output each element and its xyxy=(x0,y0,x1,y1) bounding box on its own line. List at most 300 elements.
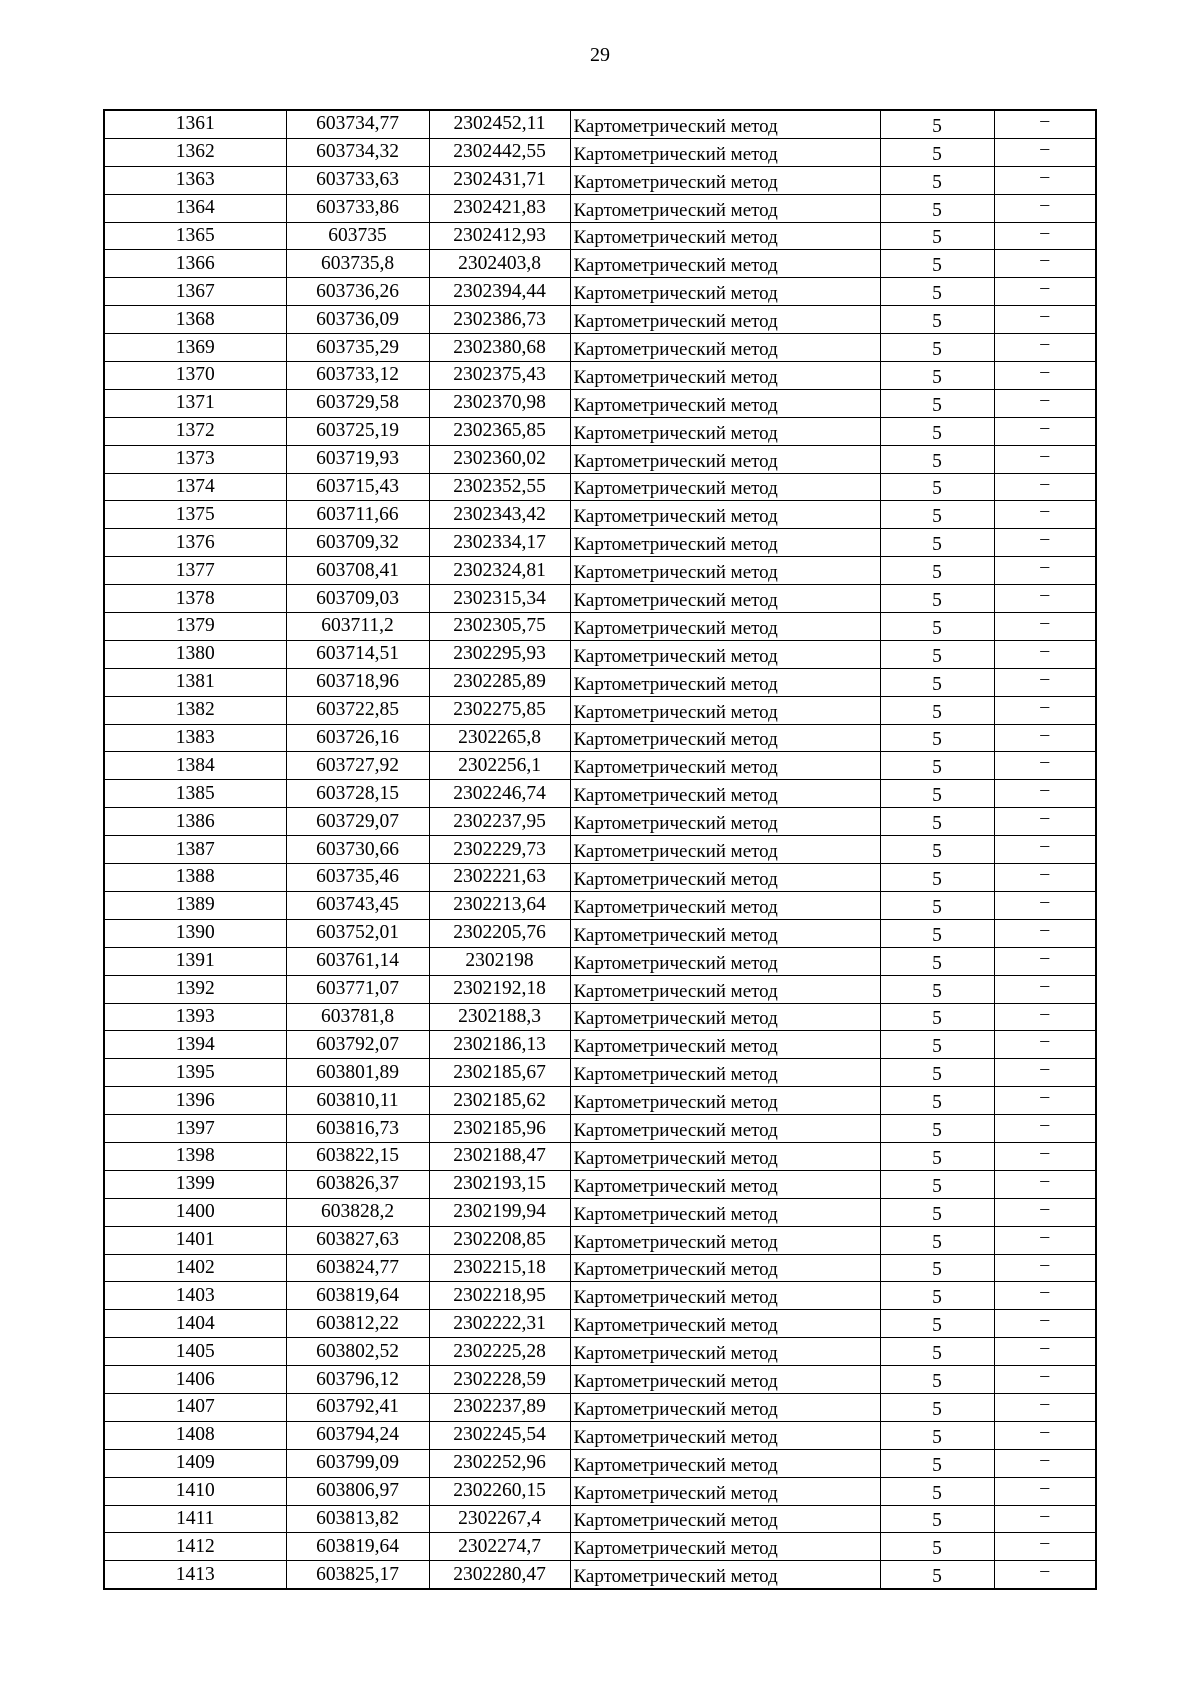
accuracy-cell: 5 xyxy=(880,306,994,334)
point-number-cell: 1374 xyxy=(104,473,286,501)
method-cell: Картометрический метод xyxy=(570,947,880,975)
table-row xyxy=(104,110,1096,138)
note-cell: – xyxy=(994,445,1096,473)
point-number-cell: 1370 xyxy=(104,362,286,390)
point-number-cell: 1379 xyxy=(104,613,286,641)
x-coordinate-cell: 603735,29 xyxy=(286,334,429,362)
note-cell: – xyxy=(994,1421,1096,1449)
method-cell: Картометрический метод xyxy=(570,780,880,808)
table-row xyxy=(104,1142,1096,1170)
note-cell: – xyxy=(994,306,1096,334)
table-row xyxy=(104,724,1096,752)
method-cell: Картометрический метод xyxy=(570,222,880,250)
note-cell: – xyxy=(994,1003,1096,1031)
point-number-cell: 1409 xyxy=(104,1449,286,1477)
accuracy-cell: 5 xyxy=(880,1087,994,1115)
note-cell: – xyxy=(994,947,1096,975)
point-number-cell: 1368 xyxy=(104,306,286,334)
accuracy-cell: 5 xyxy=(880,138,994,166)
method-cell: Картометрический метод xyxy=(570,1533,880,1561)
table-row xyxy=(104,278,1096,306)
x-coordinate-cell: 603711,66 xyxy=(286,501,429,529)
table-row xyxy=(104,1505,1096,1533)
table-row xyxy=(104,1393,1096,1421)
note-cell: – xyxy=(994,278,1096,306)
x-coordinate-cell: 603718,96 xyxy=(286,668,429,696)
x-coordinate-cell: 603729,07 xyxy=(286,808,429,836)
y-coordinate-cell: 2302280,47 xyxy=(429,1561,570,1589)
note-cell: – xyxy=(994,362,1096,390)
y-coordinate-cell: 2302421,83 xyxy=(429,194,570,222)
accuracy-cell: 5 xyxy=(880,780,994,808)
note-cell: – xyxy=(994,1031,1096,1059)
note-cell: – xyxy=(994,780,1096,808)
x-coordinate-cell: 603734,32 xyxy=(286,138,429,166)
point-number-cell: 1407 xyxy=(104,1393,286,1421)
table-row xyxy=(104,473,1096,501)
table-row xyxy=(104,250,1096,278)
method-cell: Картометрический метод xyxy=(570,724,880,752)
x-coordinate-cell: 603806,97 xyxy=(286,1477,429,1505)
table-row xyxy=(104,1059,1096,1087)
table-row xyxy=(104,919,1096,947)
table-row xyxy=(104,1421,1096,1449)
note-cell: – xyxy=(994,1393,1096,1421)
point-number-cell: 1376 xyxy=(104,529,286,557)
y-coordinate-cell: 2302213,64 xyxy=(429,891,570,919)
method-cell: Картометрический метод xyxy=(570,194,880,222)
table-row xyxy=(104,668,1096,696)
accuracy-cell: 5 xyxy=(880,1421,994,1449)
table-row xyxy=(104,780,1096,808)
x-coordinate-cell: 603735,8 xyxy=(286,250,429,278)
point-number-cell: 1373 xyxy=(104,445,286,473)
x-coordinate-cell: 603802,52 xyxy=(286,1338,429,1366)
note-cell: – xyxy=(994,250,1096,278)
page-number: 29 xyxy=(590,44,610,66)
note-cell: – xyxy=(994,529,1096,557)
method-cell: Картометрический метод xyxy=(570,696,880,724)
x-coordinate-cell: 603715,43 xyxy=(286,473,429,501)
accuracy-cell: 5 xyxy=(880,613,994,641)
note-cell: – xyxy=(994,1366,1096,1394)
x-coordinate-cell: 603733,63 xyxy=(286,166,429,194)
y-coordinate-cell: 2302245,54 xyxy=(429,1421,570,1449)
table-row xyxy=(104,864,1096,892)
table-row xyxy=(104,1087,1096,1115)
point-number-cell: 1404 xyxy=(104,1310,286,1338)
x-coordinate-cell: 603801,89 xyxy=(286,1059,429,1087)
y-coordinate-cell: 2302305,75 xyxy=(429,613,570,641)
accuracy-cell: 5 xyxy=(880,836,994,864)
y-coordinate-cell: 2302198 xyxy=(429,947,570,975)
y-coordinate-cell: 2302188,3 xyxy=(429,1003,570,1031)
x-coordinate-cell: 603726,16 xyxy=(286,724,429,752)
x-coordinate-cell: 603819,64 xyxy=(286,1282,429,1310)
x-coordinate-cell: 603816,73 xyxy=(286,1115,429,1143)
method-cell: Картометрический метод xyxy=(570,278,880,306)
method-cell: Картометрический метод xyxy=(570,640,880,668)
x-coordinate-cell: 603827,63 xyxy=(286,1226,429,1254)
accuracy-cell: 5 xyxy=(880,891,994,919)
table-row xyxy=(104,194,1096,222)
y-coordinate-cell: 2302267,4 xyxy=(429,1505,570,1533)
y-coordinate-cell: 2302218,95 xyxy=(429,1282,570,1310)
x-coordinate-cell: 603734,77 xyxy=(286,110,429,138)
method-cell: Картометрический метод xyxy=(570,864,880,892)
point-number-cell: 1406 xyxy=(104,1366,286,1394)
point-number-cell: 1372 xyxy=(104,417,286,445)
accuracy-cell: 5 xyxy=(880,445,994,473)
x-coordinate-cell: 603828,2 xyxy=(286,1198,429,1226)
point-number-cell: 1385 xyxy=(104,780,286,808)
note-cell: – xyxy=(994,919,1096,947)
accuracy-cell: 5 xyxy=(880,1561,994,1589)
x-coordinate-cell: 603824,77 xyxy=(286,1254,429,1282)
accuracy-cell: 5 xyxy=(880,417,994,445)
accuracy-cell: 5 xyxy=(880,1366,994,1394)
accuracy-cell: 5 xyxy=(880,1226,994,1254)
method-cell: Картометрический метод xyxy=(570,1393,880,1421)
point-number-cell: 1401 xyxy=(104,1226,286,1254)
point-number-cell: 1367 xyxy=(104,278,286,306)
point-number-cell: 1399 xyxy=(104,1170,286,1198)
method-cell: Картометрический метод xyxy=(570,362,880,390)
accuracy-cell: 5 xyxy=(880,1477,994,1505)
y-coordinate-cell: 2302215,18 xyxy=(429,1254,570,1282)
accuracy-cell: 5 xyxy=(880,1059,994,1087)
point-number-cell: 1397 xyxy=(104,1115,286,1143)
method-cell: Картометрический метод xyxy=(570,1059,880,1087)
note-cell: – xyxy=(994,1254,1096,1282)
accuracy-cell: 5 xyxy=(880,250,994,278)
table-row xyxy=(104,947,1096,975)
accuracy-cell: 5 xyxy=(880,947,994,975)
accuracy-cell: 5 xyxy=(880,919,994,947)
point-number-cell: 1365 xyxy=(104,222,286,250)
note-cell: – xyxy=(994,1226,1096,1254)
method-cell: Картометрический метод xyxy=(570,445,880,473)
y-coordinate-cell: 2302228,59 xyxy=(429,1366,570,1394)
table-row xyxy=(104,1198,1096,1226)
point-number-cell: 1369 xyxy=(104,334,286,362)
method-cell: Картометрический метод xyxy=(570,668,880,696)
accuracy-cell: 5 xyxy=(880,1533,994,1561)
x-coordinate-cell: 603725,19 xyxy=(286,417,429,445)
y-coordinate-cell: 2302452,11 xyxy=(429,110,570,138)
accuracy-cell: 5 xyxy=(880,808,994,836)
coordinates-table-body xyxy=(104,110,1096,1589)
y-coordinate-cell: 2302229,73 xyxy=(429,836,570,864)
note-cell: – xyxy=(994,1170,1096,1198)
y-coordinate-cell: 2302205,76 xyxy=(429,919,570,947)
note-cell: – xyxy=(994,1142,1096,1170)
method-cell: Картометрический метод xyxy=(570,557,880,585)
point-number-cell: 1361 xyxy=(104,110,286,138)
x-coordinate-cell: 603819,64 xyxy=(286,1533,429,1561)
table-row xyxy=(104,613,1096,641)
accuracy-cell: 5 xyxy=(880,1254,994,1282)
method-cell: Картометрический метод xyxy=(570,836,880,864)
note-cell: – xyxy=(994,1282,1096,1310)
point-number-cell: 1380 xyxy=(104,640,286,668)
x-coordinate-cell: 603709,03 xyxy=(286,585,429,613)
y-coordinate-cell: 2302193,15 xyxy=(429,1170,570,1198)
accuracy-cell: 5 xyxy=(880,1198,994,1226)
method-cell: Картометрический метод xyxy=(570,1087,880,1115)
accuracy-cell: 5 xyxy=(880,362,994,390)
accuracy-cell: 5 xyxy=(880,278,994,306)
x-coordinate-cell: 603825,17 xyxy=(286,1561,429,1589)
y-coordinate-cell: 2302256,1 xyxy=(429,752,570,780)
method-cell: Картометрический метод xyxy=(570,1338,880,1366)
accuracy-cell: 5 xyxy=(880,389,994,417)
method-cell: Картометрический метод xyxy=(570,585,880,613)
point-number-cell: 1398 xyxy=(104,1142,286,1170)
point-number-cell: 1394 xyxy=(104,1031,286,1059)
accuracy-cell: 5 xyxy=(880,1003,994,1031)
y-coordinate-cell: 2302188,47 xyxy=(429,1142,570,1170)
method-cell: Картометрический метод xyxy=(570,501,880,529)
method-cell: Картометрический метод xyxy=(570,1254,880,1282)
point-number-cell: 1389 xyxy=(104,891,286,919)
y-coordinate-cell: 2302225,28 xyxy=(429,1338,570,1366)
table-row xyxy=(104,1170,1096,1198)
x-coordinate-cell: 603722,85 xyxy=(286,696,429,724)
accuracy-cell: 5 xyxy=(880,501,994,529)
x-coordinate-cell: 603709,32 xyxy=(286,529,429,557)
table-row xyxy=(104,585,1096,613)
x-coordinate-cell: 603714,51 xyxy=(286,640,429,668)
x-coordinate-cell: 603735,46 xyxy=(286,864,429,892)
y-coordinate-cell: 2302412,93 xyxy=(429,222,570,250)
method-cell: Картометрический метод xyxy=(570,1031,880,1059)
table-row xyxy=(104,1254,1096,1282)
note-cell: – xyxy=(994,1059,1096,1087)
point-number-cell: 1412 xyxy=(104,1533,286,1561)
table-row xyxy=(104,1366,1096,1394)
table-row xyxy=(104,445,1096,473)
accuracy-cell: 5 xyxy=(880,585,994,613)
x-coordinate-cell: 603730,66 xyxy=(286,836,429,864)
accuracy-cell: 5 xyxy=(880,724,994,752)
method-cell: Картометрический метод xyxy=(570,334,880,362)
note-cell: – xyxy=(994,222,1096,250)
x-coordinate-cell: 603799,09 xyxy=(286,1449,429,1477)
y-coordinate-cell: 2302365,85 xyxy=(429,417,570,445)
table-row xyxy=(104,1282,1096,1310)
y-coordinate-cell: 2302237,95 xyxy=(429,808,570,836)
note-cell: – xyxy=(994,110,1096,138)
table-row xyxy=(104,1310,1096,1338)
x-coordinate-cell: 603813,82 xyxy=(286,1505,429,1533)
method-cell: Картометрический метод xyxy=(570,1505,880,1533)
table-row xyxy=(104,1561,1096,1589)
point-number-cell: 1388 xyxy=(104,864,286,892)
x-coordinate-cell: 603728,15 xyxy=(286,780,429,808)
point-number-cell: 1371 xyxy=(104,389,286,417)
y-coordinate-cell: 2302274,7 xyxy=(429,1533,570,1561)
point-number-cell: 1400 xyxy=(104,1198,286,1226)
note-cell: – xyxy=(994,138,1096,166)
note-cell: – xyxy=(994,724,1096,752)
accuracy-cell: 5 xyxy=(880,1170,994,1198)
table-row xyxy=(104,1477,1096,1505)
x-coordinate-cell: 603719,93 xyxy=(286,445,429,473)
x-coordinate-cell: 603736,09 xyxy=(286,306,429,334)
accuracy-cell: 5 xyxy=(880,640,994,668)
method-cell: Картометрический метод xyxy=(570,1449,880,1477)
table-row xyxy=(104,1533,1096,1561)
point-number-cell: 1396 xyxy=(104,1087,286,1115)
method-cell: Картометрический метод xyxy=(570,1477,880,1505)
x-coordinate-cell: 603752,01 xyxy=(286,919,429,947)
table-row xyxy=(104,1115,1096,1143)
point-number-cell: 1363 xyxy=(104,166,286,194)
x-coordinate-cell: 603812,22 xyxy=(286,1310,429,1338)
y-coordinate-cell: 2302237,89 xyxy=(429,1393,570,1421)
method-cell: Картометрический метод xyxy=(570,389,880,417)
y-coordinate-cell: 2302334,17 xyxy=(429,529,570,557)
method-cell: Картометрический метод xyxy=(570,975,880,1003)
note-cell: – xyxy=(994,891,1096,919)
accuracy-cell: 5 xyxy=(880,864,994,892)
y-coordinate-cell: 2302260,15 xyxy=(429,1477,570,1505)
method-cell: Картометрический метод xyxy=(570,1226,880,1254)
x-coordinate-cell: 603822,15 xyxy=(286,1142,429,1170)
point-number-cell: 1405 xyxy=(104,1338,286,1366)
note-cell: – xyxy=(994,166,1096,194)
y-coordinate-cell: 2302442,55 xyxy=(429,138,570,166)
method-cell: Картометрический метод xyxy=(570,808,880,836)
table-row xyxy=(104,417,1096,445)
accuracy-cell: 5 xyxy=(880,1310,994,1338)
point-number-cell: 1410 xyxy=(104,1477,286,1505)
note-cell: – xyxy=(994,585,1096,613)
y-coordinate-cell: 2302185,62 xyxy=(429,1087,570,1115)
table-row xyxy=(104,362,1096,390)
note-cell: – xyxy=(994,334,1096,362)
y-coordinate-cell: 2302252,96 xyxy=(429,1449,570,1477)
point-number-cell: 1391 xyxy=(104,947,286,975)
table-row xyxy=(104,891,1096,919)
y-coordinate-cell: 2302265,8 xyxy=(429,724,570,752)
y-coordinate-cell: 2302185,67 xyxy=(429,1059,570,1087)
point-number-cell: 1403 xyxy=(104,1282,286,1310)
point-number-cell: 1392 xyxy=(104,975,286,1003)
method-cell: Картометрический метод xyxy=(570,1198,880,1226)
y-coordinate-cell: 2302375,43 xyxy=(429,362,570,390)
method-cell: Картометрический метод xyxy=(570,1115,880,1143)
table-row xyxy=(104,306,1096,334)
table-row xyxy=(104,222,1096,250)
accuracy-cell: 5 xyxy=(880,1505,994,1533)
method-cell: Картометрический метод xyxy=(570,529,880,557)
y-coordinate-cell: 2302222,31 xyxy=(429,1310,570,1338)
note-cell: – xyxy=(994,389,1096,417)
point-number-cell: 1390 xyxy=(104,919,286,947)
note-cell: – xyxy=(994,557,1096,585)
y-coordinate-cell: 2302370,98 xyxy=(429,389,570,417)
table-row xyxy=(104,138,1096,166)
table-row xyxy=(104,557,1096,585)
note-cell: – xyxy=(994,864,1096,892)
accuracy-cell: 5 xyxy=(880,473,994,501)
x-coordinate-cell: 603743,45 xyxy=(286,891,429,919)
method-cell: Картометрический метод xyxy=(570,1366,880,1394)
accuracy-cell: 5 xyxy=(880,110,994,138)
accuracy-cell: 5 xyxy=(880,1142,994,1170)
table-row xyxy=(104,166,1096,194)
point-number-cell: 1384 xyxy=(104,752,286,780)
method-cell: Картометрический метод xyxy=(570,138,880,166)
note-cell: – xyxy=(994,417,1096,445)
method-cell: Картометрический метод xyxy=(570,110,880,138)
accuracy-cell: 5 xyxy=(880,166,994,194)
accuracy-cell: 5 xyxy=(880,529,994,557)
y-coordinate-cell: 2302246,74 xyxy=(429,780,570,808)
note-cell: – xyxy=(994,696,1096,724)
point-number-cell: 1378 xyxy=(104,585,286,613)
method-cell: Картометрический метод xyxy=(570,250,880,278)
accuracy-cell: 5 xyxy=(880,975,994,1003)
point-number-cell: 1411 xyxy=(104,1505,286,1533)
note-cell: – xyxy=(994,1087,1096,1115)
method-cell: Картометрический метод xyxy=(570,1170,880,1198)
method-cell: Картометрический метод xyxy=(570,1142,880,1170)
point-number-cell: 1362 xyxy=(104,138,286,166)
y-coordinate-cell: 2302352,55 xyxy=(429,473,570,501)
method-cell: Картометрический метод xyxy=(570,1310,880,1338)
accuracy-cell: 5 xyxy=(880,334,994,362)
accuracy-cell: 5 xyxy=(880,668,994,696)
x-coordinate-cell: 603794,24 xyxy=(286,1421,429,1449)
y-coordinate-cell: 2302380,68 xyxy=(429,334,570,362)
note-cell: – xyxy=(994,640,1096,668)
point-number-cell: 1364 xyxy=(104,194,286,222)
y-coordinate-cell: 2302285,89 xyxy=(429,668,570,696)
accuracy-cell: 5 xyxy=(880,1031,994,1059)
table-row xyxy=(104,696,1096,724)
point-number-cell: 1402 xyxy=(104,1254,286,1282)
y-coordinate-cell: 2302192,18 xyxy=(429,975,570,1003)
y-coordinate-cell: 2302403,8 xyxy=(429,250,570,278)
table-row xyxy=(104,389,1096,417)
accuracy-cell: 5 xyxy=(880,1449,994,1477)
note-cell: – xyxy=(994,1561,1096,1589)
method-cell: Картометрический метод xyxy=(570,1561,880,1589)
point-number-cell: 1408 xyxy=(104,1421,286,1449)
x-coordinate-cell: 603711,2 xyxy=(286,613,429,641)
point-number-cell: 1382 xyxy=(104,696,286,724)
method-cell: Картометрический метод xyxy=(570,891,880,919)
note-cell: – xyxy=(994,668,1096,696)
table-row xyxy=(104,1338,1096,1366)
y-coordinate-cell: 2302221,63 xyxy=(429,864,570,892)
y-coordinate-cell: 2302324,81 xyxy=(429,557,570,585)
x-coordinate-cell: 603810,11 xyxy=(286,1087,429,1115)
accuracy-cell: 5 xyxy=(880,696,994,724)
note-cell: – xyxy=(994,1449,1096,1477)
method-cell: Картометрический метод xyxy=(570,166,880,194)
y-coordinate-cell: 2302275,85 xyxy=(429,696,570,724)
table-row xyxy=(104,1226,1096,1254)
accuracy-cell: 5 xyxy=(880,1115,994,1143)
y-coordinate-cell: 2302386,73 xyxy=(429,306,570,334)
note-cell: – xyxy=(994,473,1096,501)
x-coordinate-cell: 603761,14 xyxy=(286,947,429,975)
y-coordinate-cell: 2302431,71 xyxy=(429,166,570,194)
